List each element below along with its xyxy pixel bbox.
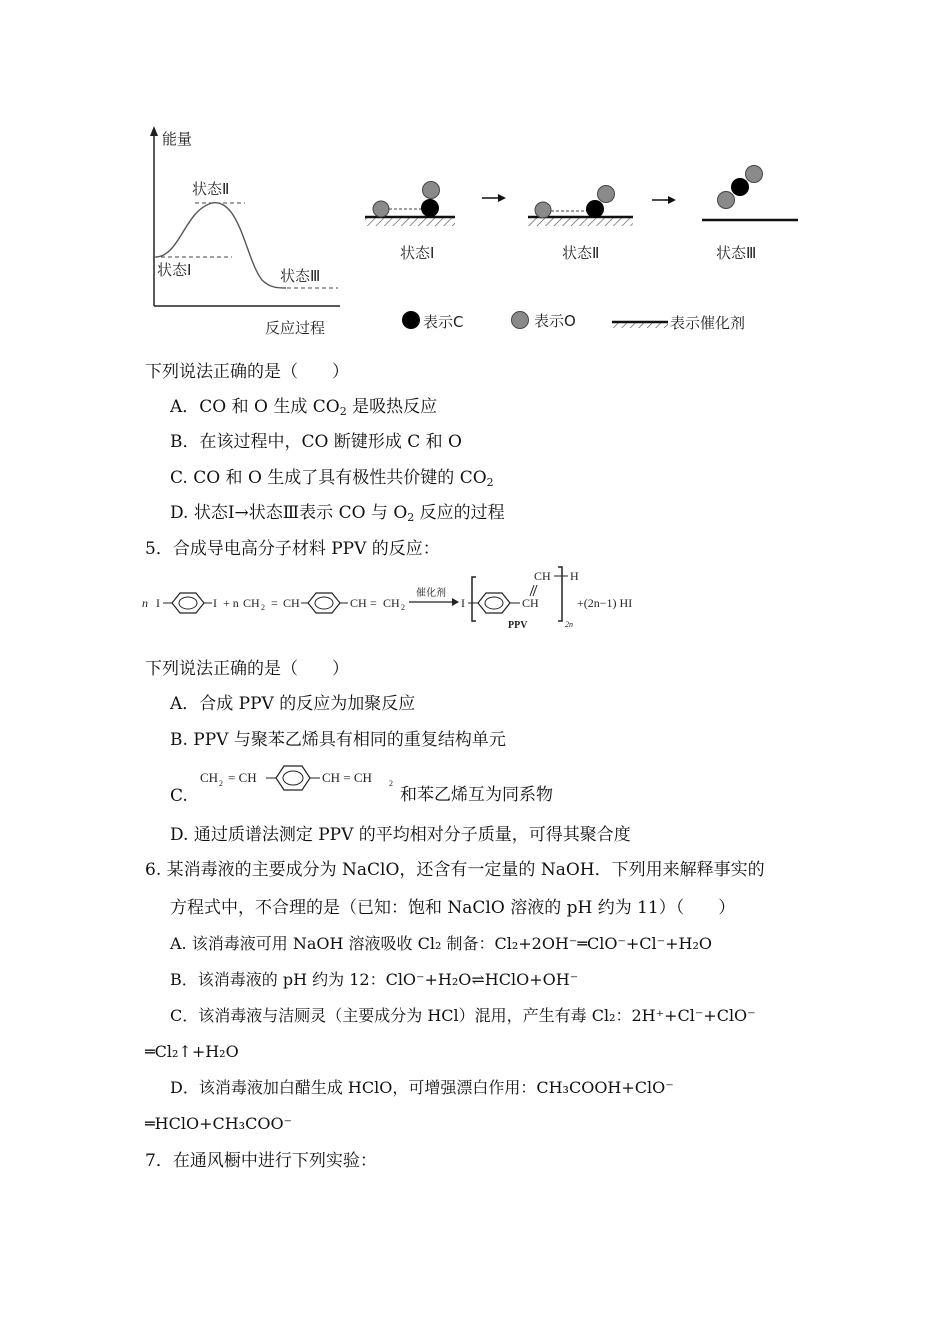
- reaction-arrow-icon: [452, 598, 459, 606]
- state3-label: 状态Ⅲ: [280, 267, 321, 285]
- energy-axis-label: 能量: [162, 130, 193, 148]
- oxygen-atom: [746, 166, 763, 183]
- eq-product-ch: CH: [522, 596, 539, 610]
- q6-stem-line1: 6. 某消毒液的主要成分为 NaClO，还含有一定量的 NaOH．下列用来解释事实的: [145, 860, 765, 880]
- eq-catalyst: 催化剂: [416, 588, 446, 599]
- eq-iodine-right: I: [213, 596, 217, 610]
- q6-option-d-line2: ═HClO+CH₃COO⁻: [145, 1114, 292, 1133]
- struct-sub2-right: 2: [389, 779, 393, 788]
- oxygen-atom: [373, 201, 389, 217]
- q6-option-c-line2: ═Cl₂↑+H₂O: [145, 1042, 239, 1061]
- struct-sub2-left: 2: [219, 779, 223, 788]
- oxygen-atom: [423, 182, 440, 199]
- ppv-reaction-equation: [140, 565, 660, 633]
- q5-option-a: A．合成 PPV 的反应为加聚反应: [170, 694, 416, 714]
- legend-carbon-icon: [402, 311, 420, 329]
- legend-carbon-label: 表示C: [423, 313, 464, 331]
- q6-option-d-line1: D．该消毒液加白醋生成 HClO，可增强漂白作用：CH₃COOH+ClO⁻: [170, 1078, 674, 1097]
- benzene-ring-icon: [276, 766, 310, 790]
- eq-ch2: CH: [243, 596, 260, 610]
- q4-option-a: A．CO 和 O 生成 $CO_2$ 是吸热反应: [170, 397, 438, 418]
- struct-ch2-left: CH: [200, 770, 219, 785]
- q5-option-c-text: 和苯乙烯互为同系物: [400, 785, 553, 805]
- eq-iodine-left: I: [156, 596, 160, 610]
- energy-diagram: [140, 120, 360, 340]
- state2-caption: 状态Ⅱ: [562, 244, 600, 262]
- legend-oxygen-icon: [512, 312, 529, 329]
- oxygen-atom: [718, 192, 735, 209]
- eq-product-iodine: I: [461, 596, 465, 610]
- struct-mid: = CH: [228, 770, 257, 785]
- oxygen-atom: [598, 186, 615, 203]
- q5-option-d: D. 通过质谱法测定 PPV 的平均相对分子质量，可得其聚合度: [170, 825, 631, 845]
- eq-n: n: [142, 596, 148, 610]
- carbon-atom: [731, 178, 749, 196]
- q4-option-c: C. CO 和 O 生成了具有极性共价键的 $CO_2$: [170, 468, 494, 489]
- benzene-ring-icon: [172, 593, 204, 613]
- q6-option-b: B．该消毒液的 pH 约为 12：ClO⁻+H₂O⇌HClO+OH⁻: [170, 970, 579, 989]
- eq-double-bond-right: =: [370, 596, 377, 610]
- eq-ppv-label: PPV: [508, 620, 528, 631]
- divinylbenzene-structure: [196, 760, 402, 800]
- q5-option-b: B. PPV 与聚苯乙烯具有相同的重复结构单元: [170, 730, 506, 750]
- legend-catalyst-label: 表示催化剂: [670, 314, 746, 332]
- eq-product-ch-top: CH: [534, 569, 551, 583]
- eq-sub2-right: 2: [401, 603, 405, 612]
- q5-stem: 5．合成导电高分子材料 PPV 的反应：: [145, 539, 440, 559]
- q5-question: 下列说法正确的是（ ）: [145, 659, 349, 679]
- q4-option-d: D. 状态Ⅰ→状态Ⅲ表示 CO 与 $O_2$ 反应的过程: [170, 503, 505, 524]
- carbon-atom: [421, 199, 439, 217]
- q6-stem-line2: 方程式中，不合理的是（已知：饱和 NaClO 溶液的 pH 约为 11）（ ）: [170, 898, 736, 918]
- eq-ch2-right: CH: [383, 596, 400, 610]
- eq-ch: CH: [283, 596, 300, 610]
- carbon-atom: [586, 200, 604, 218]
- struct-right: CH = CH: [322, 770, 372, 785]
- state2-label: 状态Ⅱ: [192, 180, 230, 198]
- eq-sub-2n: 2n: [565, 620, 573, 629]
- state3-caption: 状态Ⅲ: [716, 244, 757, 262]
- eq-plus-n: + n: [223, 596, 239, 610]
- benzene-ring-icon: [478, 593, 510, 613]
- eq-ch-right: CH: [350, 596, 367, 610]
- state1-label: 状态Ⅰ: [157, 261, 192, 279]
- arrow-icon: [668, 196, 676, 204]
- eq-double-bond: =: [271, 596, 278, 610]
- arrow-icon: [498, 194, 506, 202]
- surface-reaction-diagram: [360, 165, 810, 340]
- legend-oxygen-label: 表示O: [534, 312, 576, 330]
- eq-sub2: 2: [261, 603, 265, 612]
- q6-option-a: A. 该消毒液可用 NaOH 溶液吸收 Cl₂ 制备：Cl₂+2OH⁻═ClO⁻+Cl⁻+H₂O: [170, 934, 712, 953]
- benzene-ring-icon: [308, 593, 340, 613]
- q6-option-c-line1: C．该消毒液与洁厕灵（主要成分为 HCl）混用，产生有毒 Cl₂：2H⁺+Cl⁻+ClO⁻: [170, 1006, 756, 1025]
- q5-option-c-label: C.: [170, 786, 188, 806]
- state1-caption: 状态Ⅰ: [400, 244, 435, 262]
- oxygen-atom: [535, 202, 551, 218]
- q4-option-b: B．在该过程中，CO 断键形成 C 和 O: [170, 432, 462, 452]
- q7-stem: 7．在通风橱中进行下列实验：: [145, 1151, 377, 1171]
- eq-byproduct: +(2n−1) HI: [577, 596, 633, 610]
- reaction-axis-label: 反应过程: [265, 319, 326, 337]
- eq-product-h: H: [570, 569, 579, 583]
- q4-stem: 下列说法正确的是（ ）: [145, 362, 349, 382]
